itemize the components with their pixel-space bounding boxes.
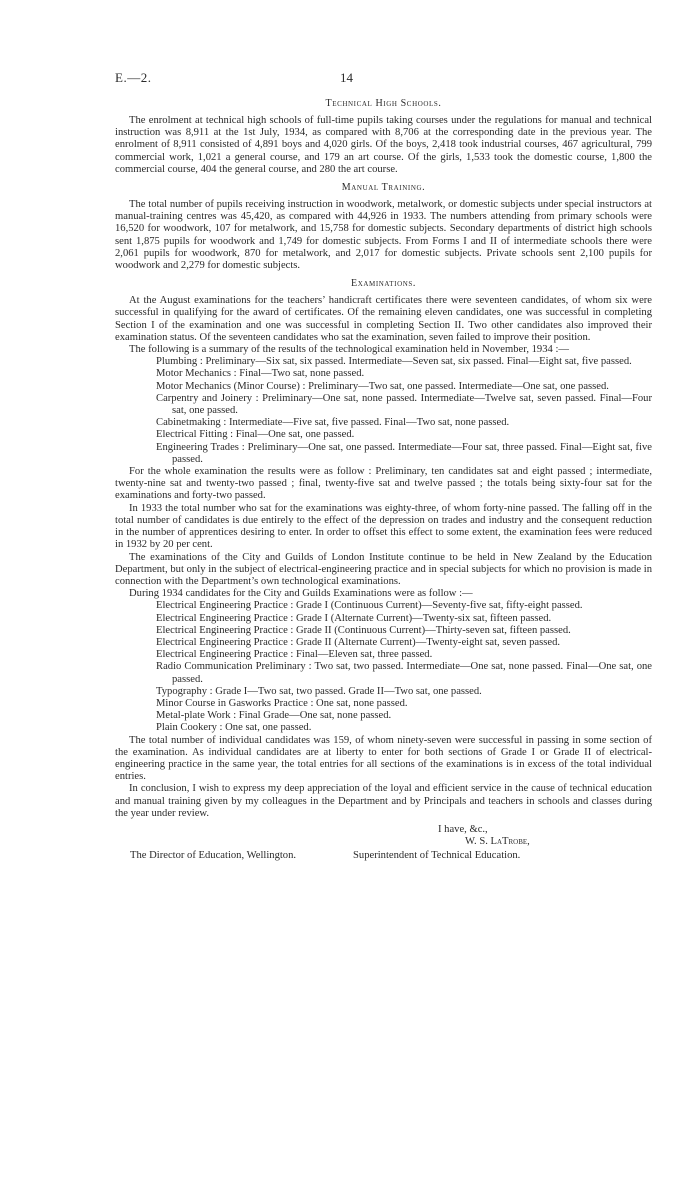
list-item: Electrical Engineering Practice : Grade I (Continuous Current)—Seventy-five sat, fifty-eight passed. — [156, 600, 583, 612]
list-item: Plain Cookery : One sat, one passed. — [156, 722, 312, 734]
list-item: Carpentry and Joinery : Preliminary—One sat, none passed. Intermediate—Twelve sat, seven passed. Final—Four sat, one passed. — [156, 392, 652, 417]
report-reference: E.—2. — [115, 70, 152, 85]
paragraph: The examinations of the City and Guilds of London Institute continue to be held in New Zealand by the Education Department, but only in the subject of electrical-engineering practice and in special subjects for which no provision is made in connection with the Department’s own technological examinations. — [115, 551, 652, 587]
section-examinations — [115, 278, 652, 820]
paragraph: The enrolment at technical high schools of full-time pupils taking courses under the regulations for manual and technical instruction was 8,911 at the 1st July, 1934, as compared with 8,706 at the corresponding date in the previous year. The enrolment of 8,911 consisted of 4,891 boys and 4,020 girls. Of the boys, 2,418 took industrial courses, 467 agricultural, 799 commercial work, 1,021 a general course, and 179 an art course. Of the girls, 1,533 took the domestic course, 1,800 the commercial course, 404 the general course, and 280 the art course. — [115, 115, 652, 175]
list-item: Electrical Engineering Practice : Grade I (Alternate Current)—Twenty-six sat, fifteen passed. — [156, 612, 552, 624]
list-item: Electrical Engineering Practice : Grade II (Continuous Current)—Thirty-seven sat, fifteen passed. — [156, 624, 571, 636]
list-item: Metal-plate Work : Final Grade—One sat, none passed. — [156, 710, 392, 722]
section-heading: Manual Training. — [341, 182, 426, 194]
addressee: The Director of Education, Wellington. — [130, 849, 297, 861]
section-manual-training — [115, 182, 652, 272]
city-guilds-results-list — [156, 600, 652, 734]
paragraph: In conclusion, I wish to express my deep appreciation of the loyal and efficient service in the cause of technical education and manual training given by my colleagues in the Department and by Principals and teachers in schools and classes during the year under review. — [115, 783, 652, 819]
section-technical-high-schools — [115, 98, 652, 176]
paragraph: For the whole examination the results were as follow : Preliminary, ten candidates sat and eight passed ; intermediate, twenty-nine sat and twenty-two passed ; final, twenty-five sat and twelve passed ; the totals being sixty-four sat for the examinations and forty-two passed. — [115, 466, 652, 502]
section-heading: Examinations. — [350, 278, 417, 290]
list-item: Motor Mechanics : Final—Two sat, none passed. — [156, 368, 365, 380]
paragraph: The total number of individual candidates was 159, of whom ninety-seven were successful in passing in some section of the examination. As individual candidates are at liberty to enter for both sections of Grade I or Grade II of electrical-engineering practice in the same year, the total entries for all sections of the examinations is in excess of the total individual entries. — [115, 734, 652, 783]
list-item: Typography : Grade I—Two sat, two passed. Grade II—Two sat, one passed. — [156, 685, 482, 697]
paragraph: The following is a summary of the results of the technological examination held in November, 1934 :— — [129, 344, 569, 356]
closing-block — [115, 822, 652, 876]
paragraph: The total number of pupils receiving instruction in woodwork, metalwork, or domestic subjects under special instructors at manual-training centres was 45,420, as compared with 44,926 in 1933. The numbers attending from primary schools were 16,520 for woodwork, 107 for metalwork, and 15,758 for domestic subjects. Secondary departments of district high schools sent 1,875 pupils for woodwork and 1,749 for domestic subjects. From Forms I and II of intermediate schools there were 2,061 pupils for woodwork, 870 for metalwork, and 2,017 for domestic subjects. Private schools sent 2,100 pupils for woodwork and 2,279 for domestic subjects. — [115, 199, 652, 272]
list-item: Electrical Engineering Practice : Final—Eleven sat, three passed. — [156, 649, 433, 661]
section-heading: Technical High Schools. — [325, 98, 442, 109]
page-header — [115, 70, 652, 92]
list-item: Engineering Trades : Preliminary—One sat, one passed. Intermediate—Four sat, three passed. Final—Eight sat, five passed. — [156, 441, 652, 465]
signatory-name: W. S. LaTrobe, — [465, 835, 530, 847]
list-item: Minor Course in Gasworks Practice : One sat, none passed. — [156, 697, 408, 709]
list-item: Cabinetmaking : Intermediate—Five sat, five passed. Final—Two sat, none passed. — [156, 417, 510, 429]
salutation: I have, &c., — [438, 823, 488, 835]
list-item: Plumbing : Preliminary—Six sat, six passed. Intermediate—Seven sat, six passed. Final—Eight sat, five passed. — [156, 356, 632, 368]
page-number: 14 — [340, 70, 353, 85]
list-item: Radio Communication Preliminary : Two sat, two passed. Intermediate—One sat, none passed. Final—One sat, one passed. — [156, 661, 652, 685]
list-item: Electrical Fitting : Final—One sat, one passed. — [156, 429, 355, 441]
paragraph: At the August examinations for the teachers’ handicraft certificates there were seventeen candidates, of whom six were successful in qualifying for the award of certificates. Of the remaining eleven candidates, one was successful in completing Section I of the examination and one was successful in completing Section II. Two other candidates also improved their examination status. Of the seventeen candidates who sat the examination, seven failed to improve their position. — [115, 295, 652, 343]
signatory-title: Superintendent of Technical Education. — [353, 849, 521, 861]
list-item: Electrical Engineering Practice : Grade II (Alternate Current)—Twenty-eight sat, seven passed. — [156, 636, 561, 648]
paragraph: During 1934 candidates for the City and Guilds Examinations were as follow :— — [129, 588, 473, 600]
list-item: Motor Mechanics (Minor Course) : Preliminary—Two sat, one passed. Intermediate—One sat, one passed. — [156, 380, 609, 392]
paragraph: In 1933 the total number who sat for the examinations was eighty-three, of whom forty-nine passed. The falling off in the total number of candidates is due entirely to the effect of the depression on trades and industry and the consequent reduction in the number of apprentices desiring to enter. In order to offset this effect to some extent, the examination fees were reduced in 1932 by 20 per cent. — [115, 502, 652, 551]
technological-results-list — [156, 356, 652, 466]
